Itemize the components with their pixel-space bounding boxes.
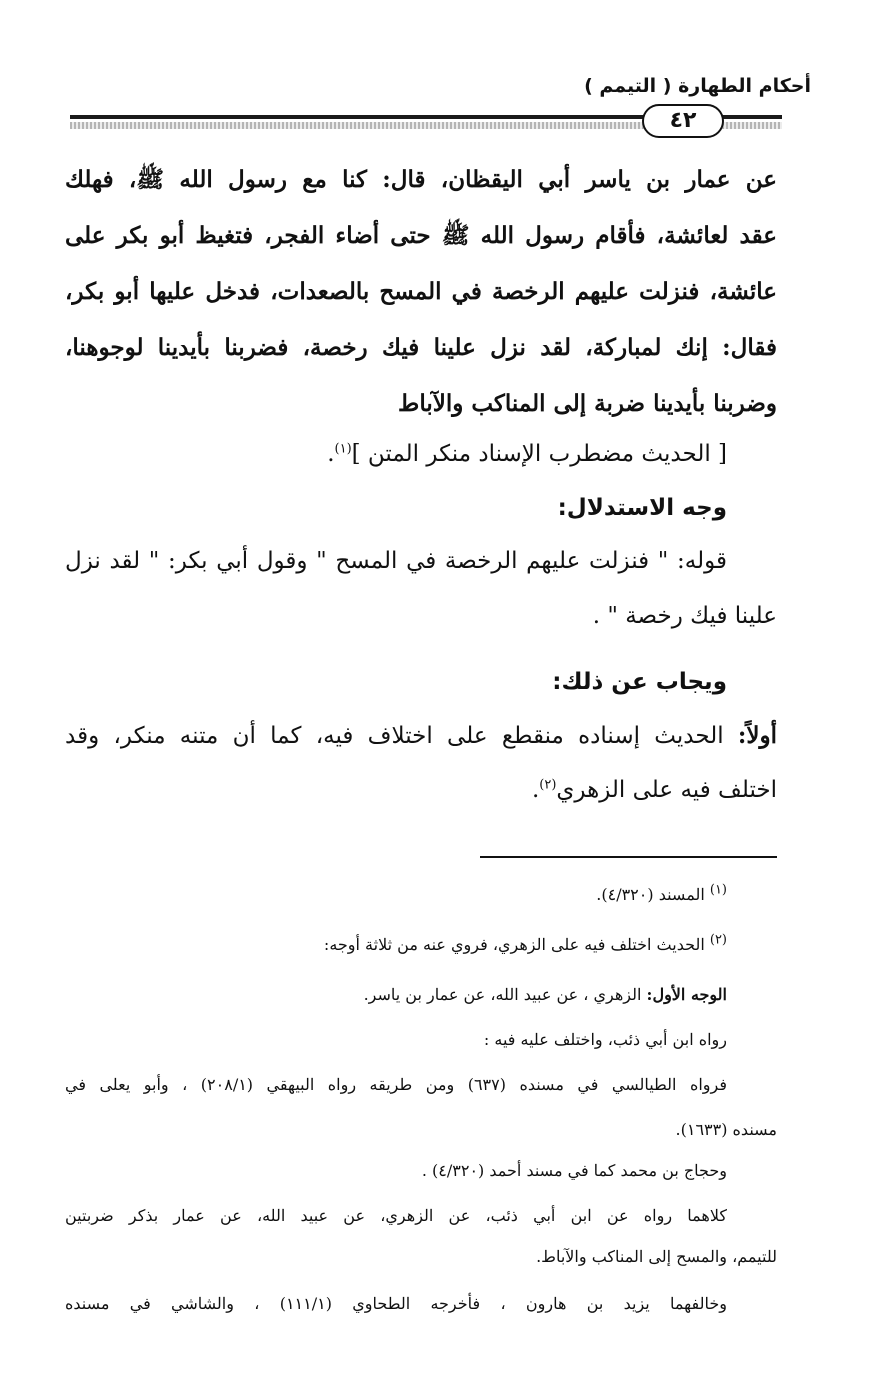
footnote-line: للتيمم، والمسح إلى المناكب والآباط. xyxy=(536,1247,777,1266)
footnote-line: مسنده (١٦٣٣). xyxy=(675,1120,777,1139)
grading-end: . xyxy=(327,441,335,467)
footnote-line: رواه ابن أبي ذئب، واختلف عليه فيه : xyxy=(483,1030,727,1049)
reply-line-text: اختلف فيه على الزهري xyxy=(556,777,777,803)
footnote-ref-2: (٢) xyxy=(539,777,557,793)
footnote-2 xyxy=(324,932,727,958)
reply-line xyxy=(532,770,777,810)
hadith-line: عقد لعائشة، فأقام رسول الله ﷺ حتى أضاء الفجر، فتغيظ أبو بكر على xyxy=(65,222,777,249)
footnote-text: الحديث اختلف فيه على الزهري، فروي عنه من ثلاثة أوجه: xyxy=(323,935,705,954)
hadith-line: فقال: إنك لمباركة، لقد نزل علينا فيك رخصة، فضربنا بأيدينا لوجوهنا، xyxy=(65,334,777,361)
footnote-marker: (٢) xyxy=(709,932,727,948)
footnote-separator xyxy=(480,856,777,858)
footnote-line: وخالفهما يزيد بن هارون ، فأخرجه الطحاوي (١١١/١) ، والشاشي في مسنده xyxy=(65,1294,728,1313)
grading-text: [ الحديث مضطرب الإسناد منكر المتن ] xyxy=(351,441,727,467)
page-number-badge: ٤٢ xyxy=(642,104,724,138)
reply-heading: ويجاب عن ذلك: xyxy=(552,669,727,695)
evidence-heading: وجه الاستدلال: xyxy=(557,495,727,521)
hadith-paragraph xyxy=(65,152,777,432)
reply-end: . xyxy=(531,777,540,803)
footnote-ref-1: (١) xyxy=(334,441,352,457)
evidence-line: قوله: " فنزلت عليهم الرخصة في المسح " وقول أبي بكر: " لقد نزل xyxy=(65,548,727,574)
footnote-line: فرواه الطيالسي في مسنده (٦٣٧) ومن طريقه رواه البيهقي (٢٠٨/١) ، وأبو يعلى في xyxy=(65,1075,728,1094)
footnote-text: المسند (٤/٣٢٠). xyxy=(596,885,705,904)
footnote-line: وحجاج بن محمد كما في مسند أحمد (٤/٣٢٠) . xyxy=(421,1161,727,1180)
first-aspect-text: الزهري ، عن عبيد الله، عن عمار بن ياسر. xyxy=(363,985,642,1004)
footnote-line: كلاهما رواه عن ابن أبي ذئب، عن الزهري، عن عبيد الله، عن عمار بذكر ضربتين xyxy=(65,1206,727,1225)
evidence-line: علينا فيك رخصة " . xyxy=(592,603,777,629)
reply-first-label: أولاً: xyxy=(737,722,777,749)
hadith-grading xyxy=(327,434,727,474)
footnote-marker: (١) xyxy=(709,882,727,898)
hadith-line: عائشة، فنزلت عليهم الرخصة في المسح بالصعدات، فدخل عليها أبو بكر، xyxy=(65,278,777,305)
hadith-line: وضربنا بأيدينا ضربة إلى المناكب والآباط xyxy=(398,390,777,417)
reply-line-text: الحديث إسناده منقطع على اختلاف فيه، كما أن متنه منكر، وقد xyxy=(65,723,724,749)
footnote-line xyxy=(364,982,727,1008)
running-title: أحكام الطهارة ( التيمم ) xyxy=(584,75,811,97)
hadith-line: عن عمار بن ياسر أبي اليقظان، قال: كنا مع رسول الله ﷺ، فهلك xyxy=(65,166,777,193)
first-aspect-label: الوجه الأول: xyxy=(646,985,727,1004)
reply-line xyxy=(65,716,777,756)
footnote-1 xyxy=(596,882,727,908)
